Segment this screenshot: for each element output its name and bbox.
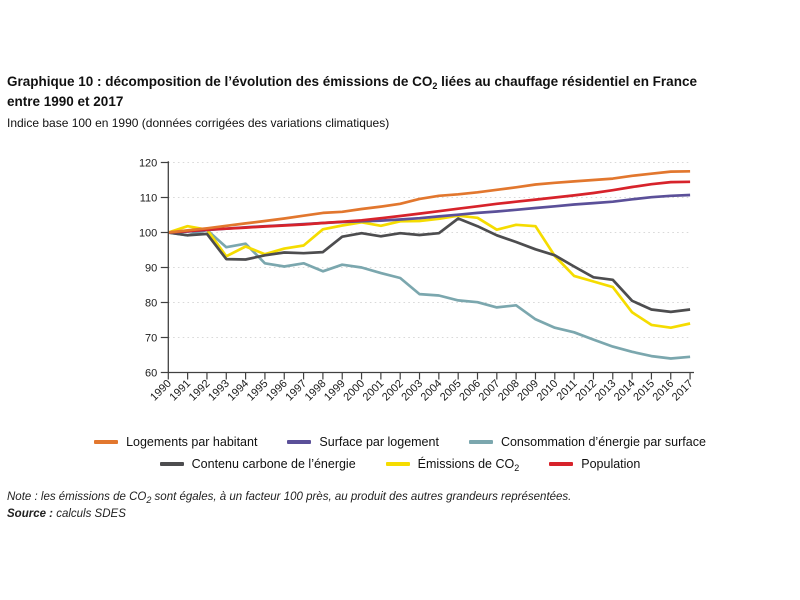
legend-item-conso <box>469 435 706 449</box>
legend-item-surface <box>287 435 439 449</box>
legend-swatch-emissions <box>386 462 410 466</box>
legend-item-emissions <box>386 457 520 471</box>
series-line-population <box>168 182 690 233</box>
legend-item-logements <box>94 435 257 449</box>
x-tick-label: 1990 <box>148 377 174 404</box>
y-tick-label: 60 <box>145 367 158 380</box>
legend-label-population: Population <box>581 457 641 471</box>
x-tick-label: 2009 <box>515 377 542 404</box>
legend-label-carbone: Contenu carbone de l’énergie <box>191 457 356 471</box>
x-tick-label: 2003 <box>399 377 426 404</box>
y-tick-label: 100 <box>138 227 158 240</box>
co2-subscript: 2 <box>432 81 438 91</box>
x-tick-label: 2005 <box>437 377 464 404</box>
axes <box>168 161 694 372</box>
x-tick-label: 2011 <box>554 377 580 403</box>
x-tick-labels <box>148 373 696 404</box>
x-tick-label: 2002 <box>380 377 406 404</box>
y-tick-label: 110 <box>139 192 158 205</box>
legend-item-carbone <box>160 457 356 471</box>
x-tick-label: 2001 <box>360 377 387 404</box>
x-tick-label: 1995 <box>244 377 271 404</box>
legend-item-population <box>549 457 640 471</box>
legend-label-logements: Logements par habitant <box>126 435 258 449</box>
x-tick-label: 1991 <box>167 377 194 404</box>
series-lines <box>168 171 690 358</box>
legend-swatch-population <box>549 462 573 466</box>
x-tick-label: 2015 <box>631 377 658 404</box>
x-tick-label: 1996 <box>264 377 290 404</box>
co2-subscript: 2 <box>514 463 520 473</box>
chart-subtitle: Indice base 100 en 1990 (données corrigées des variations climatiques) <box>7 116 390 130</box>
chart-title-line1: Graphique 10 : décomposition de l’évolution des émissions de $CO_2$ liées au chauffage résidentiel en France <box>7 74 697 91</box>
x-tick-label: 1994 <box>225 377 252 404</box>
note-text: Note : les émissions de $CO_2$ sont égales, à un facteur 100 près, au produit des autres grandeurs représentées. <box>7 491 572 505</box>
legend-swatch-surface <box>287 440 311 444</box>
legend-swatch-logements <box>94 440 118 444</box>
legend-swatch-carbone <box>160 462 184 466</box>
x-tick-label: 2014 <box>611 377 638 404</box>
x-tick-label: 2016 <box>650 377 677 404</box>
x-tick-label: 2010 <box>534 377 561 404</box>
y-tick-label: 90 <box>145 262 158 275</box>
series-line-conso <box>168 230 690 359</box>
x-tick-label: 1999 <box>322 377 348 404</box>
gridlines <box>168 163 690 338</box>
x-tick-label: 1993 <box>206 377 232 404</box>
x-tick-label: 2012 <box>573 377 600 404</box>
legend-label-conso: Consommation d’énergie par surface <box>500 435 706 449</box>
x-tick-label: 1992 <box>186 377 213 404</box>
x-tick-label: 2000 <box>341 377 368 404</box>
x-tick-label: 1998 <box>302 377 329 404</box>
legend-row <box>0 453 800 475</box>
legend-swatch-conso <box>469 440 493 444</box>
y-tick-label: 70 <box>145 332 158 345</box>
source-text: Source : calculs SDES <box>7 507 126 520</box>
legend-label-emissions: Émissions de $CO_2$ <box>417 457 520 473</box>
chart-title-line2: entre 1990 et 2017 <box>7 94 124 109</box>
x-tick-label: 2008 <box>495 377 522 404</box>
x-tick-label: 2013 <box>592 377 619 404</box>
y-tick-labels <box>139 157 168 379</box>
chart-legend <box>0 431 800 475</box>
x-tick-label: 2006 <box>457 377 484 404</box>
x-tick-label: 2007 <box>476 377 503 404</box>
y-tick-label: 120 <box>138 157 158 170</box>
y-tick-label: 80 <box>145 297 158 310</box>
co2-subscript: 2 <box>146 495 152 505</box>
chart-footnotes <box>7 489 571 522</box>
x-tick-label: 2004 <box>418 377 445 404</box>
legend-label-surface: Surface par logement <box>319 435 439 449</box>
x-tick-label: 2017 <box>669 377 696 404</box>
x-tick-label: 1997 <box>283 377 310 404</box>
legend-row <box>0 431 800 453</box>
